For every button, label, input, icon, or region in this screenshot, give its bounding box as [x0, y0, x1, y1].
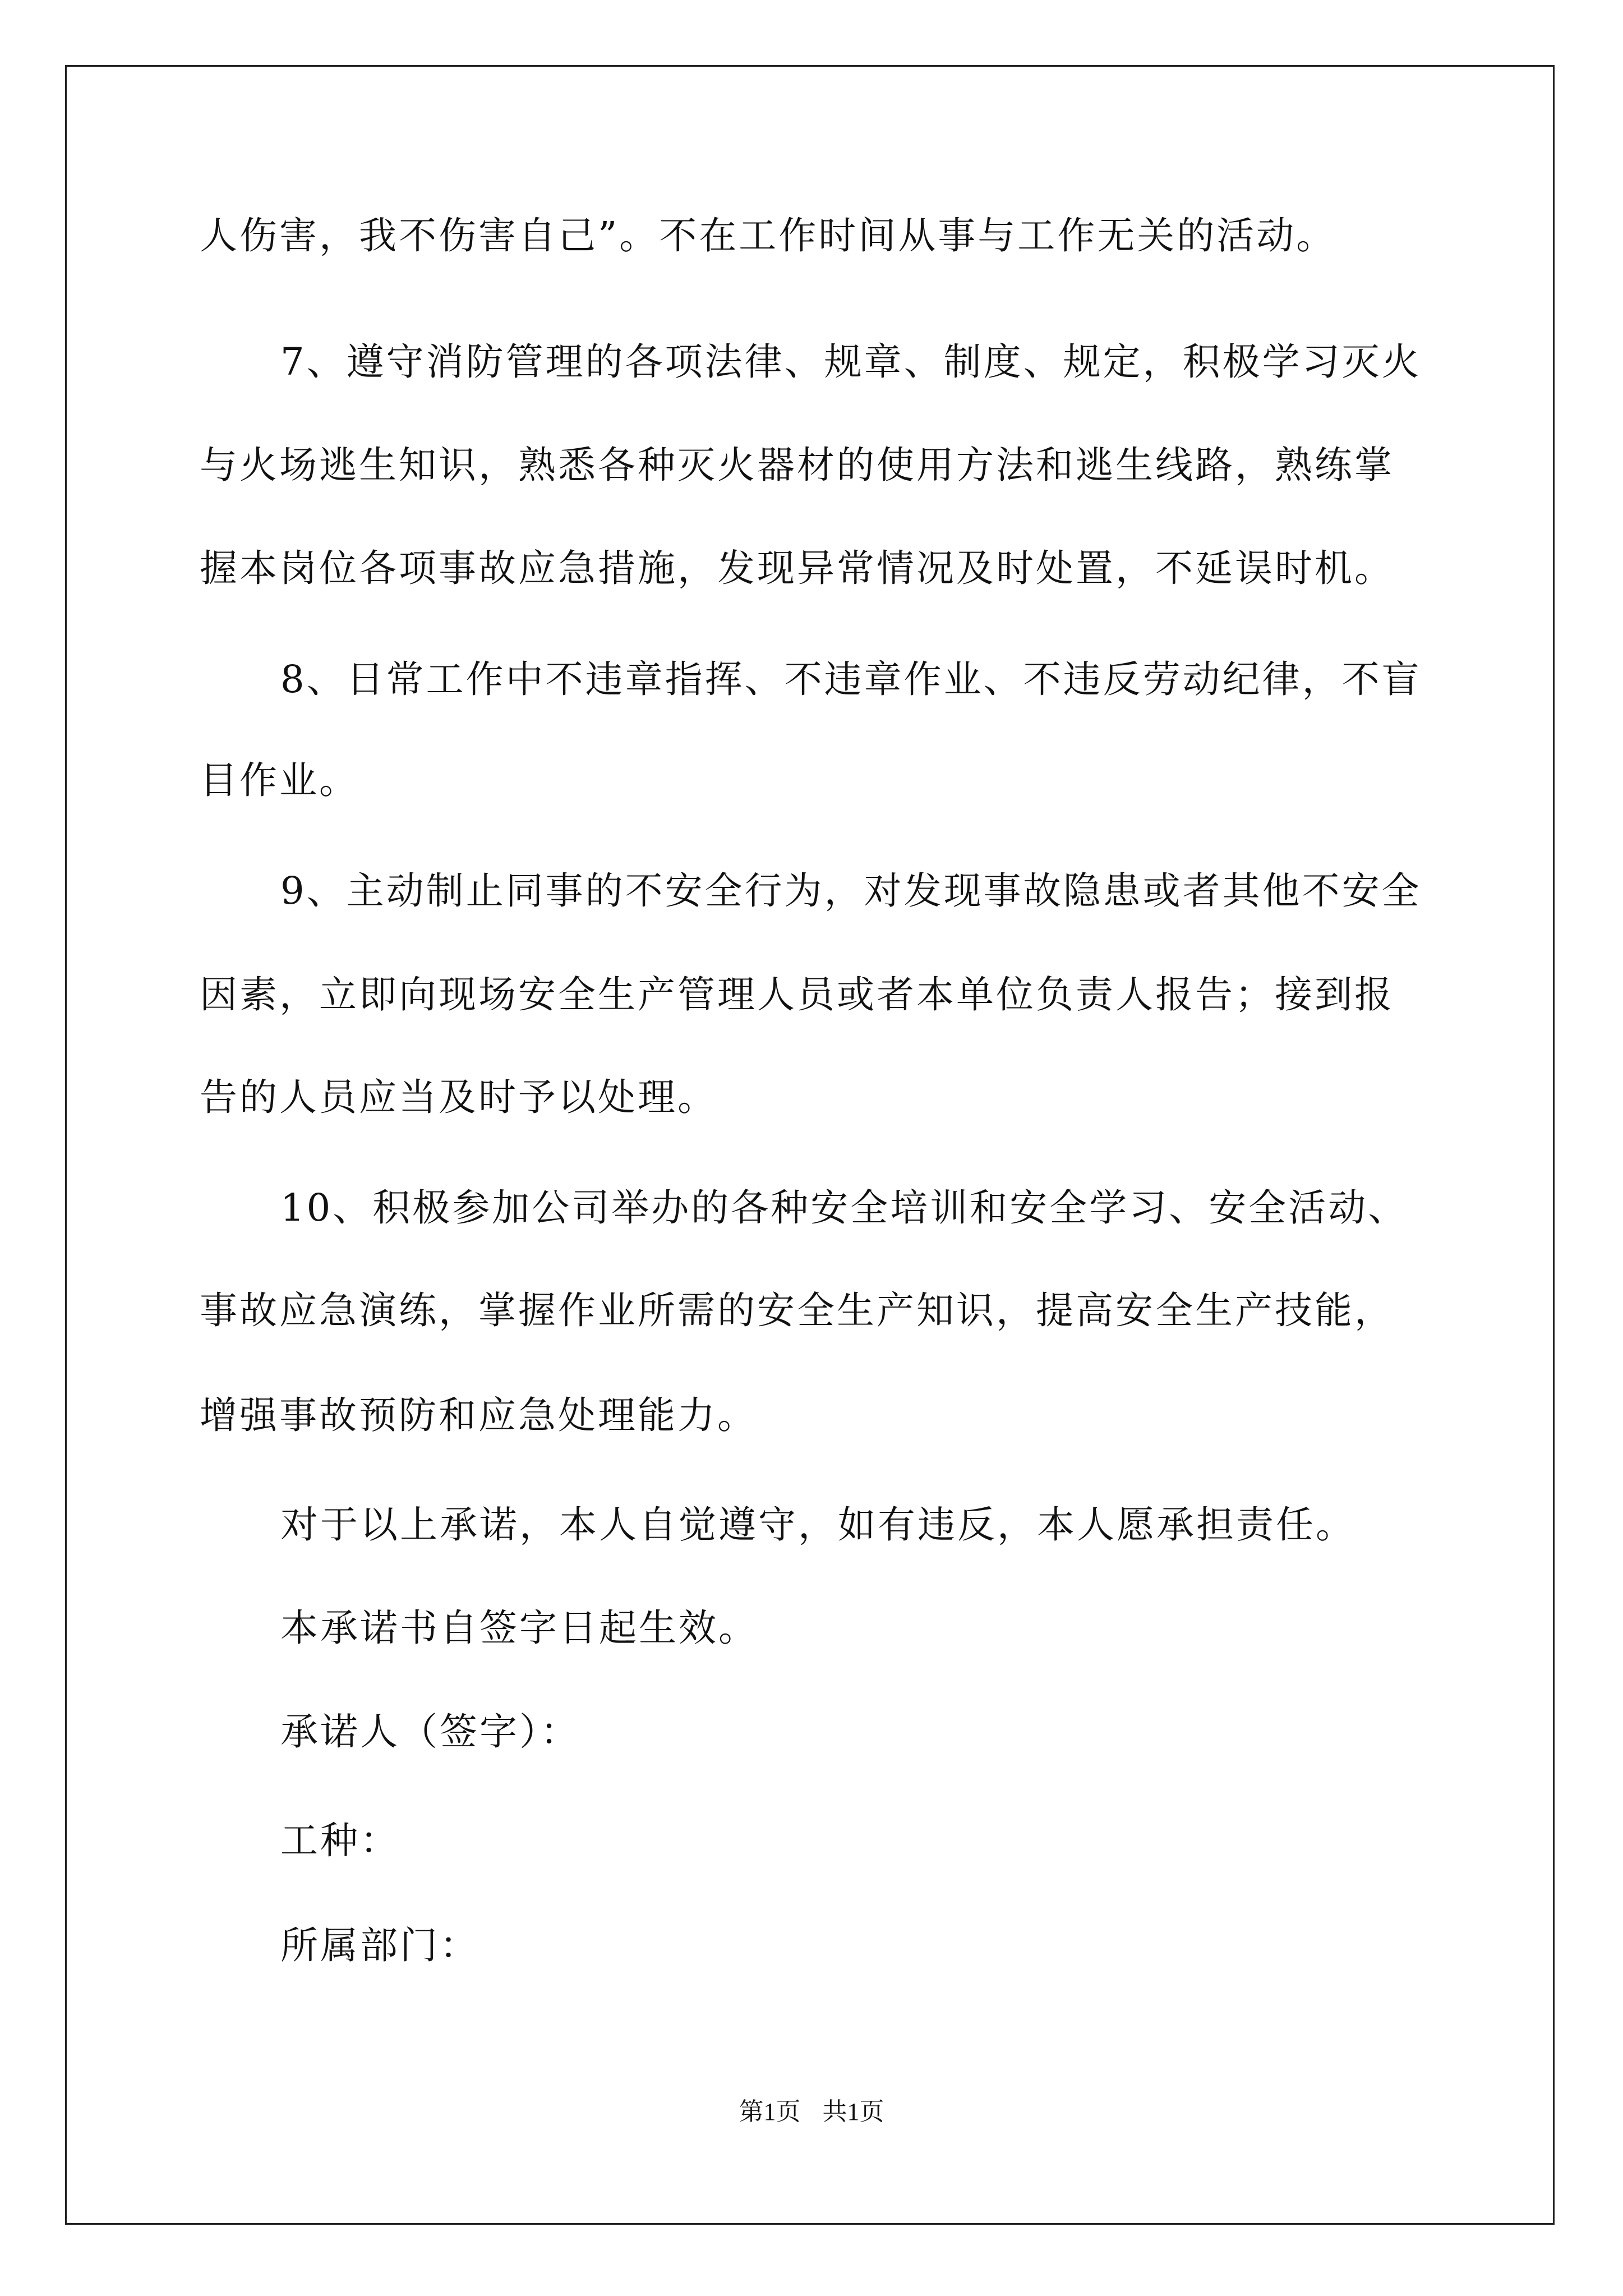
- text-line: 承诺人（签字）：: [280, 1710, 580, 1754]
- page-footer: [0, 2095, 1623, 2129]
- text-line: 10、积极参加公司举办的各种安全培训和安全学习、安全活动、: [280, 1186, 1408, 1230]
- text-line: 因素，立即向现场安全生产管理人员或者本单位负责人报告；接到报: [200, 973, 1394, 1016]
- page-frame: [65, 65, 1555, 2225]
- text-line: 9、主动制止同事的不安全行为，对发现事故隐患或者其他不安全: [280, 869, 1422, 913]
- text-line: 本承诺书自签字日起生效。: [280, 1606, 758, 1650]
- text-line: 目作业。: [200, 758, 359, 802]
- text-line: 7、遵守消防管理的各项法律、规章、制度、规定，积极学习灭火: [280, 340, 1422, 384]
- text-line: 与火场逃生知识，熟悉各种灭火器材的使用方法和逃生线路，熟练掌: [200, 443, 1394, 487]
- text-line: 所属部门：: [280, 1924, 479, 1967]
- text-line: 告的人员应当及时予以处理。: [200, 1075, 717, 1119]
- text-line: 对于以上承诺，本人自觉遵守，如有违反，本人愿承担责任。: [280, 1503, 1355, 1547]
- text-line: 工种：: [280, 1819, 400, 1862]
- page-total: 共1页: [822, 2098, 884, 2125]
- text-line: 增强事故预防和应急处理能力。: [200, 1393, 757, 1437]
- text-line: 8、日常工作中不违章指挥、不违章作业、不违反劳动纪律，不盲: [280, 657, 1422, 701]
- page-number: 第1页: [739, 2098, 801, 2125]
- text-line: 握本岗位各项事故应急措施，发现异常情况及时处置，不延误时机。: [200, 546, 1394, 590]
- text-line: 人伤害，我不伤害自己”。不在工作时间从事与工作无关的活动。: [200, 214, 1336, 257]
- text-line: 事故应急演练，掌握作业所需的安全生产知识，提高安全生产技能，: [200, 1289, 1394, 1332]
